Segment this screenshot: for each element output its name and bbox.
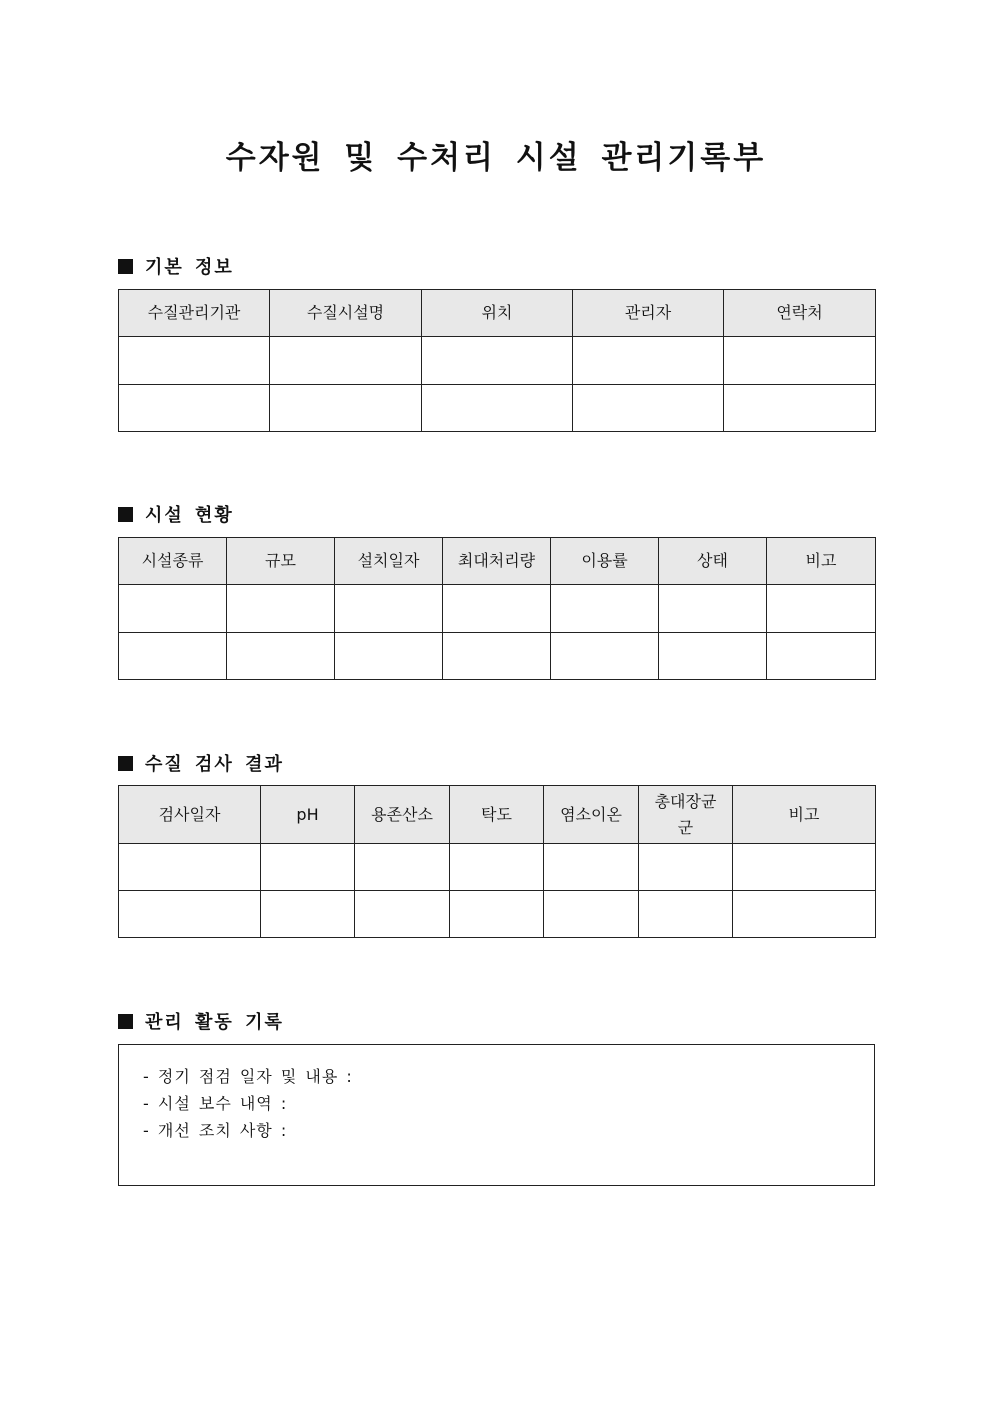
basic-info-table	[118, 289, 876, 432]
table-row	[119, 585, 876, 633]
input-cell[interactable]	[544, 844, 639, 891]
input-cell[interactable]	[544, 891, 639, 938]
table-row	[119, 891, 876, 938]
input-cell[interactable]	[119, 585, 227, 633]
input-cell[interactable]	[733, 844, 876, 891]
section-facility-status-title: 시설 현황	[145, 505, 234, 526]
section-activity-log-heading	[118, 1008, 284, 1034]
input-cell[interactable]	[639, 891, 733, 938]
input-cell[interactable]	[119, 385, 270, 432]
header-cell: 위치	[422, 290, 573, 337]
note-line-repair: - 시설 보수 내역 :	[143, 1094, 288, 1113]
section-basic-info-title: 기본 정보	[145, 257, 234, 278]
header-cell: 총대장균군	[639, 786, 733, 844]
section-facility-status-heading	[118, 501, 234, 527]
header-cell: 최대처리량	[443, 538, 551, 585]
input-cell[interactable]	[270, 385, 422, 432]
header-cell: 비고	[733, 786, 876, 844]
table-header-row	[119, 290, 876, 337]
input-cell[interactable]	[119, 633, 227, 680]
activity-log-box[interactable]	[118, 1044, 875, 1186]
table-header-row	[119, 538, 876, 585]
header-cell: 설치일자	[335, 538, 443, 585]
input-cell[interactable]	[119, 337, 270, 385]
input-cell[interactable]	[450, 844, 544, 891]
input-cell[interactable]	[119, 844, 261, 891]
input-cell[interactable]	[261, 891, 355, 938]
input-cell[interactable]	[767, 585, 876, 633]
header-cell: 관리자	[573, 290, 724, 337]
input-cell[interactable]	[119, 891, 261, 938]
header-cell: 염소이온	[544, 786, 639, 844]
section-activity-log-title: 관리 활동 기록	[145, 1012, 284, 1033]
header-cell: 이용률	[551, 538, 659, 585]
input-cell[interactable]	[443, 633, 551, 680]
header-cell: 탁도	[450, 786, 544, 844]
input-cell[interactable]	[724, 385, 876, 432]
section-water-test-heading	[118, 750, 284, 776]
header-cell: 검사일자	[119, 786, 261, 844]
header-cell: pH	[261, 786, 355, 844]
input-cell[interactable]	[355, 891, 450, 938]
input-cell[interactable]	[659, 585, 767, 633]
input-cell[interactable]	[422, 385, 573, 432]
input-cell[interactable]	[733, 891, 876, 938]
input-cell[interactable]	[767, 633, 876, 680]
input-cell[interactable]	[573, 337, 724, 385]
input-cell[interactable]	[450, 891, 544, 938]
section-basic-info-heading	[118, 253, 234, 279]
input-cell[interactable]	[261, 844, 355, 891]
input-cell[interactable]	[573, 385, 724, 432]
black-square-icon	[118, 259, 133, 274]
input-cell[interactable]	[551, 633, 659, 680]
facility-status-table	[118, 537, 876, 680]
black-square-icon	[118, 756, 133, 771]
document-title: 수자원 및 수처리 시설 관리기록부	[225, 140, 767, 176]
header-cell: 연락처	[724, 290, 876, 337]
input-cell[interactable]	[227, 585, 335, 633]
black-square-icon	[118, 1014, 133, 1029]
header-cell: 규모	[227, 538, 335, 585]
input-cell[interactable]	[639, 844, 733, 891]
input-cell[interactable]	[724, 337, 876, 385]
section-water-test-title: 수질 검사 결과	[145, 754, 284, 775]
input-cell[interactable]	[227, 633, 335, 680]
table-row	[119, 633, 876, 680]
water-test-table	[118, 785, 876, 938]
table-header-row	[119, 786, 876, 844]
input-cell[interactable]	[422, 337, 573, 385]
header-cell: 시설종류	[119, 538, 227, 585]
header-cell: 수질관리기관	[119, 290, 270, 337]
note-line-inspection: - 정기 점검 일자 및 내용 :	[143, 1067, 353, 1086]
header-cell: 수질시설명	[270, 290, 422, 337]
input-cell[interactable]	[355, 844, 450, 891]
table-row	[119, 385, 876, 432]
input-cell[interactable]	[443, 585, 551, 633]
input-cell[interactable]	[270, 337, 422, 385]
table-row	[119, 844, 876, 891]
input-cell[interactable]	[335, 633, 443, 680]
header-cell: 비고	[767, 538, 876, 585]
input-cell[interactable]	[551, 585, 659, 633]
input-cell[interactable]	[335, 585, 443, 633]
black-square-icon	[118, 507, 133, 522]
header-cell: 상태	[659, 538, 767, 585]
note-line-improvement: - 개선 조치 사항 :	[143, 1121, 288, 1140]
input-cell[interactable]	[659, 633, 767, 680]
table-row	[119, 337, 876, 385]
header-cell: 용존산소	[355, 786, 450, 844]
